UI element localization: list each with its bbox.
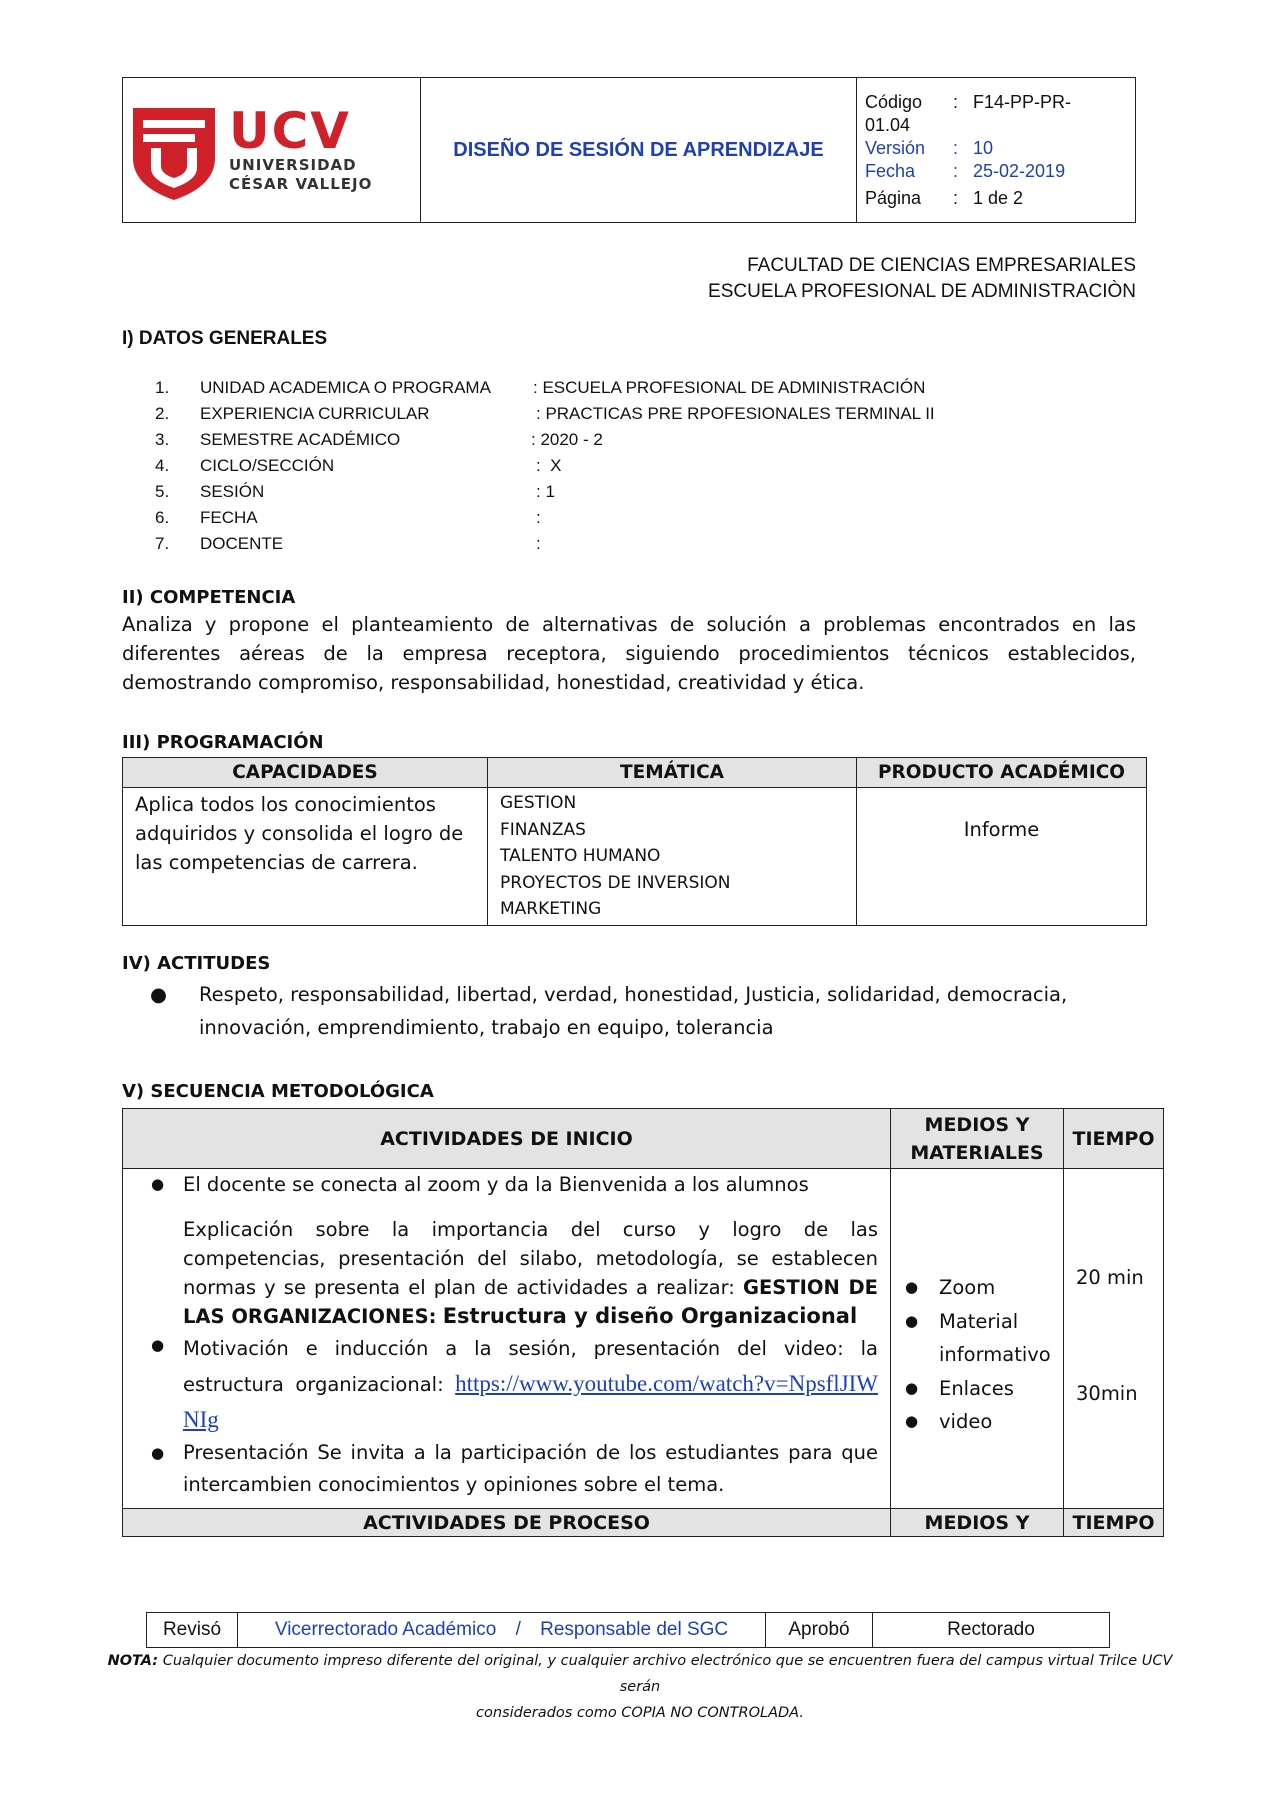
- nota-body-2: considerados como COPIA NO CONTROLADA.: [476, 1705, 804, 1721]
- version-value: 10: [973, 137, 994, 158]
- tiempo-1: 20 min: [1076, 1266, 1144, 1289]
- bullet-icon: ●: [905, 1412, 919, 1430]
- pagina-label: Página: [865, 187, 922, 208]
- medio-item: [905, 1271, 1059, 1305]
- section-secuencia-title: V) SECUENCIA METODOLÓGICA: [122, 1081, 434, 1102]
- item-number: 4.: [155, 456, 170, 475]
- activity-item: [137, 1170, 878, 1199]
- medio-text: Material informativo: [939, 1309, 1051, 1366]
- producto-cell: Informe: [857, 788, 1147, 926]
- aprobo-label: Aprobó: [766, 1613, 873, 1648]
- tiempo-2: 30min: [1076, 1382, 1138, 1405]
- item-value: : PRACTICAS PRE RPOFESIONALES TERMINAL II: [536, 404, 935, 423]
- col-header-proceso: ACTIVIDADES DE PROCESO: [123, 1509, 891, 1537]
- logo-line1: UNIVERSIDAD: [229, 156, 357, 174]
- item-value: :: [536, 534, 541, 553]
- nota-body: Cualquier documento impreso diferente del original, y cualquier archivo electrónico que se encuentren fuera del campus virtual Trilce UCV serán: [162, 1653, 1173, 1695]
- bullet-icon: ●: [151, 1444, 165, 1462]
- nota-text: [90, 1648, 1190, 1726]
- vicerrectorado-text: Vicerrectorado Académico: [274, 1619, 497, 1640]
- approval-footer: [146, 1612, 1110, 1648]
- medios-cell: [891, 1169, 1064, 1509]
- tematica-item: MARKETING: [500, 899, 602, 919]
- col-header-tematica: TEMÁTICA: [488, 758, 857, 788]
- document-title: DISEÑO DE SESIÓN DE APRENDIZAJE: [421, 78, 857, 223]
- col-header-capacidades: CAPACIDADES: [123, 758, 488, 788]
- codigo-value-cont: 01.04: [865, 114, 911, 135]
- pagina-sep: :: [953, 187, 959, 208]
- activity-bold-large: Estructura y diseño Organizacional: [442, 1304, 858, 1328]
- tematica-cell: [488, 788, 857, 926]
- ucv-shield-icon: [129, 98, 219, 202]
- tiempo-cell: [1064, 1169, 1164, 1509]
- capacidad-cell: Aplica todos los conocimientos adquiridos y consolida el logro de las competencias de carrera.: [123, 788, 488, 926]
- bullet-icon: ●: [151, 1175, 165, 1193]
- col-header-tiempo-2: TIEMPO: [1064, 1509, 1164, 1537]
- pagina-value: 1 de 2: [973, 187, 1024, 208]
- fecha-label: Fecha: [865, 160, 916, 181]
- activity-text: Motivación e inducción a la sesión, presentación del video: la estructura organizacional:: [183, 1337, 878, 1396]
- item-label: SEMESTRE ACADÉMICO: [200, 430, 401, 449]
- section-actitudes-title: IV) ACTITUDES: [122, 953, 271, 974]
- secuencia-table: [122, 1108, 1164, 1537]
- datos-item: [155, 401, 935, 427]
- activity-paragraph: [137, 1215, 878, 1331]
- section-competencia-title: II) COMPETENCIA: [122, 587, 296, 608]
- item-label: FECHA: [200, 508, 258, 527]
- section-datos-title: I) DATOS GENERALES: [122, 328, 328, 349]
- medio-text: Enlaces: [939, 1376, 1014, 1400]
- fecha-value: 25-02-2019: [973, 160, 1066, 181]
- item-number: 5.: [155, 482, 170, 501]
- bullet-icon: ●: [905, 1278, 919, 1296]
- activity-text: El docente se conecta al zoom y da la Bienvenida a los alumnos: [183, 1173, 809, 1196]
- bullet-icon: ●: [905, 1311, 919, 1330]
- competencia-text: Analiza y propone el planteamiento de alternativas de solución a problemas encontrados en las diferentes aéreas de la empresa receptora, siguiendo procedimientos técnicos establecidos, demostrando compromiso, responsabilidad, honestidad, creatividad y ética.: [122, 613, 1136, 694]
- item-number: 7.: [155, 534, 170, 553]
- ucv-logo: [123, 78, 421, 223]
- codigo-value: F14-PP-PR-: [973, 91, 1072, 112]
- version-sep: :: [953, 137, 959, 158]
- datos-item: [155, 505, 935, 531]
- item-label: EXPERIENCIA CURRICULAR: [200, 404, 430, 423]
- tematica-item: GESTION: [500, 793, 577, 813]
- programacion-table: [122, 757, 1147, 926]
- section-programacion-title: III) PROGRAMACIÓN: [122, 732, 324, 753]
- datos-item: [155, 427, 935, 453]
- item-value: : 1: [536, 482, 555, 501]
- codigo-sep: :: [953, 91, 959, 112]
- activity-bold: GESTION DE LAS ORGANIZACIONES:: [183, 1276, 878, 1328]
- logo-main-text: UCV: [229, 102, 351, 160]
- actitudes-text: Respeto, responsabilidad, libertad, verdad, honestidad, Justicia, solidaridad, democracia, innovación, emprendimiento, trabajo en equipo, tolerancia: [199, 983, 1068, 1039]
- document-meta: [857, 78, 1136, 223]
- activity-item: [137, 1437, 878, 1501]
- inicio-activities-cell: [123, 1169, 891, 1509]
- col-header-medios-2: MEDIOS Y: [891, 1509, 1064, 1537]
- item-label: CICLO/SECCIÓN: [200, 456, 335, 475]
- item-label: SESIÓN: [200, 482, 265, 501]
- medio-item: [905, 1372, 1059, 1406]
- col-header-medios: MEDIOS Y MATERIALES: [891, 1109, 1064, 1169]
- item-value: : 2020 - 2: [531, 430, 603, 449]
- datos-item: [155, 531, 935, 557]
- school-line: ESCUELA PROFESIONAL DE ADMINISTRACIÒN: [708, 281, 1136, 302]
- item-label: UNIDAD ACADEMICA O PROGRAMA: [200, 378, 491, 397]
- item-number: 1.: [155, 378, 170, 397]
- col-header-inicio: ACTIVIDADES DE INICIO: [123, 1109, 891, 1169]
- tematica-item: FINANZAS: [500, 819, 586, 840]
- datos-item: [155, 375, 935, 401]
- nota-label: NOTA:: [107, 1653, 159, 1669]
- activity-text: Explicación sobre la importancia del curso y logro de las competencias, presentación del silabo, metodología, se establecen normas y se presenta el plan de actividades a realizar:: [183, 1218, 878, 1299]
- medio-text: Zoom: [939, 1276, 996, 1299]
- datos-list: [155, 375, 935, 557]
- logo-line2: CÉSAR VALLEJO: [229, 175, 373, 193]
- version-label: Versión: [865, 137, 926, 158]
- item-label: DOCENTE: [200, 534, 284, 553]
- col-header-producto: PRODUCTO ACADÉMICO: [857, 758, 1147, 788]
- activity-text: Presentación Se invita a la participación de los estudiantes para que intercambien conocimientos y opiniones sobre el tema.: [183, 1441, 878, 1496]
- codigo-label: Código: [865, 91, 923, 112]
- document-header: [122, 77, 1136, 223]
- bullet-icon: ●: [150, 983, 168, 1006]
- item-value: : X: [536, 456, 562, 475]
- datos-item: [155, 453, 935, 479]
- activity-item: [137, 1331, 878, 1437]
- responsable-text: Responsable del SGC: [540, 1619, 729, 1640]
- datos-item: [155, 479, 935, 505]
- video-link[interactable]: https://www.youtube.com/watch?v=NpsflJIWNIg: [183, 1371, 879, 1432]
- item-number: 3.: [155, 430, 170, 449]
- col-header-tiempo: TIEMPO: [1064, 1109, 1164, 1169]
- tematica-item: TALENTO HUMANO: [500, 846, 661, 866]
- reviso-value: [238, 1613, 766, 1648]
- separator-slash: /: [515, 1619, 521, 1640]
- item-value: :: [536, 508, 541, 527]
- item-number: 6.: [155, 508, 170, 527]
- faculty-line: FACULTAD DE CIENCIAS EMPRESARIALES: [747, 255, 1136, 276]
- bullet-icon: ●: [151, 1336, 165, 1354]
- item-value: : ESCUELA PROFESIONAL DE ADMINISTRACIÓN: [533, 378, 926, 397]
- reviso-label: Revisó: [147, 1613, 238, 1648]
- item-number: 2.: [155, 404, 170, 423]
- faculty-heading: [708, 253, 1136, 305]
- bullet-icon: ●: [905, 1378, 919, 1397]
- medio-item: [905, 1305, 1059, 1372]
- medio-item: [905, 1405, 1059, 1439]
- medio-text: video: [939, 1410, 993, 1433]
- fecha-sep: :: [953, 160, 959, 181]
- aprobo-value: Rectorado: [873, 1613, 1110, 1648]
- tematica-item: PROYECTOS DE INVERSION: [500, 872, 731, 893]
